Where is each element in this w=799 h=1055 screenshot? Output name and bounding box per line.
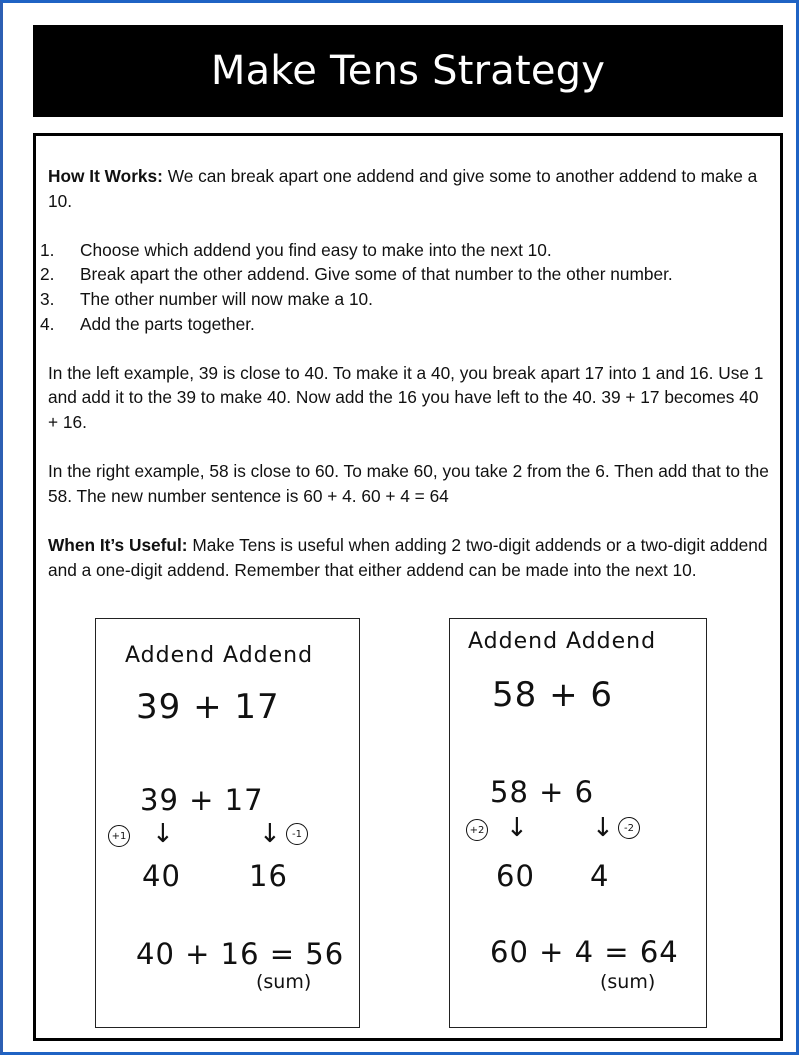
left-example-paragraph: In the left example, 39 is close to 40. To make it a 40, you break apart 17 into 1 and 16. Use 1 and add it to the 39 to make 40. Now add the 16 you have left to the 40. 39 + 17 becomes 40 + 16. [48, 362, 764, 432]
step-text: Add the parts together. [80, 313, 255, 334]
sum-label: (sum) [600, 971, 656, 993]
part-left: 40 [142, 859, 181, 893]
step-text: Break apart the other addend. Give some of that number to the other number. [80, 264, 673, 285]
down-arrow-icon: ↓ [592, 813, 614, 843]
split-equation: 58 + 6 [490, 775, 595, 809]
page-title-text: Make Tens Strategy [210, 48, 606, 94]
step-text: The other number will now make a 10. [80, 288, 373, 309]
down-arrow-icon: ↓ [506, 813, 528, 843]
list-item [40, 287, 770, 312]
how-it-works-label: How It Works: [48, 166, 163, 186]
example-card-right [449, 618, 707, 1028]
sum-equation: 40 + 16 = 56 [136, 937, 345, 971]
split-equation: 39 + 17 [140, 783, 264, 817]
minus-one-circle: -1 [286, 823, 308, 845]
text-area [40, 164, 770, 582]
part-right: 4 [590, 859, 610, 893]
when-useful-paragraph [48, 533, 770, 582]
steps-list [40, 238, 770, 336]
step-number: 4. [40, 313, 55, 334]
down-arrow-icon: ↓ [259, 819, 281, 849]
list-item [40, 238, 770, 263]
sum-label: (sum) [256, 971, 312, 993]
right-example-paragraph: In the right example, 58 is close to 60. To make 60, you take 2 from the 6. Then add that to the 58. The new number sentence is 60 + 4. 60 + 4 = 64 [48, 461, 769, 506]
step-number: 1. [40, 239, 55, 260]
down-arrow-icon: ↓ [152, 819, 174, 849]
plus-two-circle: +2 [466, 819, 488, 841]
part-right: 16 [249, 859, 288, 893]
example-card-left [95, 618, 360, 1028]
step-number: 3. [40, 288, 55, 309]
step-text: Choose which addend you find easy to make into the next 10. [80, 239, 552, 260]
how-it-works-text: We can break apart one addend and give some to another addend to make a 10. [48, 166, 758, 211]
how-it-works-paragraph [48, 164, 770, 213]
sum-equation: 60 + 4 = 64 [490, 935, 679, 969]
list-item [40, 312, 770, 337]
page-title [33, 25, 783, 117]
problem-equation: 58 + 6 [492, 675, 613, 715]
minus-two-circle: -2 [618, 817, 640, 839]
part-left: 60 [496, 859, 535, 893]
list-item [40, 262, 770, 287]
content-box [33, 133, 783, 1041]
addend-header: Addend Addend [468, 629, 657, 654]
step-number: 2. [40, 264, 55, 285]
plus-one-circle: +1 [108, 825, 130, 847]
addend-header: Addend Addend [125, 643, 314, 668]
when-useful-label: When It’s Useful: [48, 534, 188, 555]
problem-equation: 39 + 17 [136, 687, 280, 727]
when-useful-text: Make Tens is useful when adding 2 two-digit addends or a two-digit addend and a one-digit addend. Remember that either addend can be made into the next 10. [48, 534, 768, 580]
